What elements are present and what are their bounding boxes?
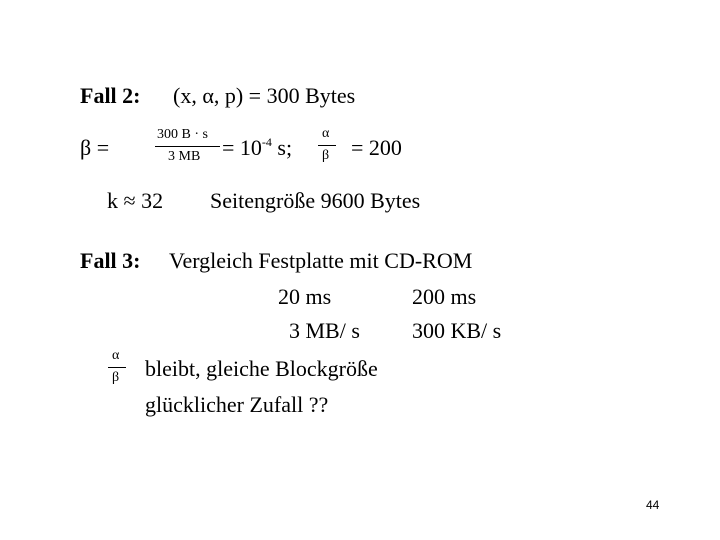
- beta-result-exponent: -4: [261, 135, 272, 149]
- cdrom-access-time: 200 ms: [412, 284, 477, 309]
- fall3-ratio-numerator: α: [112, 348, 120, 363]
- beta-equals: β =: [80, 135, 110, 160]
- fall3-note-coincidence: glücklicher Zufall ??: [145, 392, 329, 417]
- fall3-heading: Vergleich Festplatte mit CD-ROM: [169, 248, 473, 273]
- page-size: Seitengröße 9600 Bytes: [210, 188, 421, 213]
- fall2-label: Fall 2:: [80, 83, 141, 108]
- alpha-beta-ratio-value: = 200: [351, 135, 402, 160]
- alpha-beta-ratio-denominator: β: [322, 148, 330, 163]
- fall3-label: Fall 3:: [80, 248, 141, 273]
- beta-result-base: = 10: [222, 135, 262, 160]
- alpha-beta-ratio-bar: [318, 145, 336, 146]
- disk-access-time: 20 ms: [278, 284, 332, 309]
- cdrom-transfer-rate: 300 KB/ s: [412, 318, 502, 343]
- beta-fraction-bar: [155, 146, 220, 147]
- beta-result: [222, 137, 292, 159]
- page-number: 44: [646, 498, 660, 512]
- alpha-beta-ratio-numerator: α: [322, 126, 330, 141]
- k-approx: k ≈ 32: [107, 188, 164, 213]
- fall3-ratio-bar: [108, 367, 126, 368]
- disk-transfer-rate: 3 MB/ s: [289, 318, 360, 343]
- fall2-tuple: (x, α, p) = 300 Bytes: [173, 83, 356, 108]
- beta-fraction-numerator: 300 B · s: [157, 127, 208, 142]
- fall3-ratio-denominator: β: [112, 370, 120, 385]
- beta-result-unit: s;: [271, 135, 293, 160]
- beta-fraction-denominator: 3 MB: [168, 149, 201, 164]
- fall3-note-blocksize: bleibt, gleiche Blockgröße: [145, 356, 378, 381]
